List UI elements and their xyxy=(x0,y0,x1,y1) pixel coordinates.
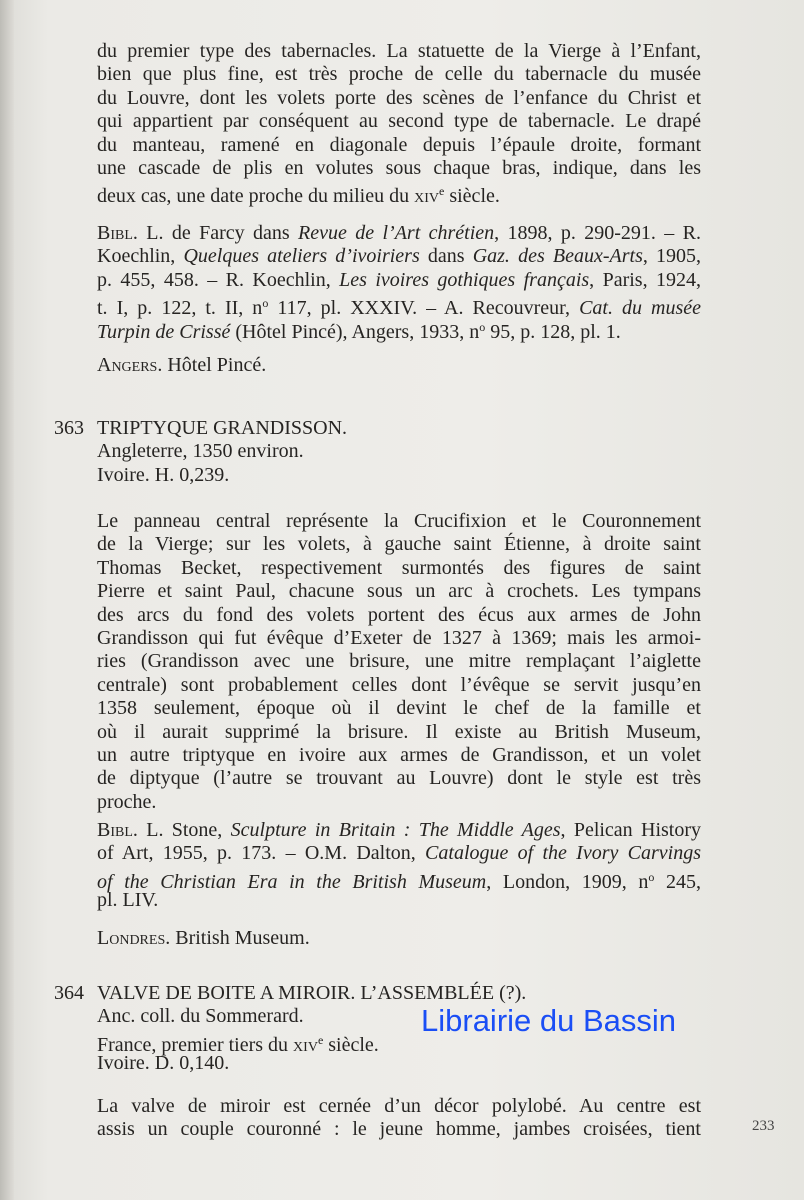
text-line xyxy=(97,721,701,744)
paragraph-364 xyxy=(97,1095,701,1142)
text-segment: centrale) sont probablement celles dont l’évêque se servit jusqu’en xyxy=(97,673,701,696)
text-line xyxy=(97,819,701,842)
text-segment: t. I, p. 122, t. II, n xyxy=(97,297,263,320)
text-segment: du premier type des tabernacles. La statuette de la Vierge à l’Enfant, xyxy=(97,40,701,62)
location-362 xyxy=(97,354,701,377)
text-line xyxy=(97,440,701,463)
text-line xyxy=(97,354,701,377)
page-number: 233 xyxy=(752,1118,775,1134)
text-segment: Ivoire. D. 0,140. xyxy=(97,1052,230,1075)
text-segment: 117, pl. XXXIV. – A. Recouvreur, xyxy=(268,297,580,320)
text-line xyxy=(97,744,701,767)
text-segment: 1358 seulement, époque où il devint le chef de la famille et xyxy=(97,697,701,720)
location-363 xyxy=(97,927,701,950)
text-segment: dans xyxy=(419,245,473,268)
text-segment: Thomas Becket, respectivement surmontés des figures de saint xyxy=(97,556,701,579)
text-segment: siècle. xyxy=(444,185,500,208)
text-segment: L. Stone, xyxy=(137,819,231,841)
text-segment: Turpin de Crissé xyxy=(97,320,231,343)
text-segment: Angers. xyxy=(97,354,163,376)
text-segment: o xyxy=(262,296,269,311)
text-line xyxy=(97,627,701,650)
text-segment: Sculpture in Britain : The Middle Ages xyxy=(230,819,561,841)
text-segment: Ivoire. H. 0,239. xyxy=(97,463,230,486)
text-line xyxy=(97,510,701,533)
text-segment: deux cas, une date proche du milieu du xyxy=(97,185,415,208)
text-segment: de la Vierge; sur les volets, à gauche saint Étienne, à droite saint xyxy=(97,533,701,556)
text-segment: du manteau, ramené en diagonale depuis l’épaule droite, formant xyxy=(97,133,701,156)
text-segment: of Art, 1955, p. 173. – O.M. Dalton, xyxy=(97,842,426,865)
text-segment: Grandisson qui fut évêque d’Exeter de 1327 à 1369; mais les armoi- xyxy=(97,626,701,649)
text-line xyxy=(97,1052,701,1075)
text-line xyxy=(97,580,701,603)
text-line xyxy=(97,269,701,292)
text-line xyxy=(97,417,701,440)
text-line xyxy=(97,110,701,133)
paragraph-363 xyxy=(97,510,701,814)
text-line xyxy=(97,63,701,86)
text-segment: British Museum. xyxy=(170,927,310,949)
text-segment: Anc. coll. du Sommerard. xyxy=(97,1005,304,1028)
text-line xyxy=(97,134,701,157)
text-segment: TRIPTYQUE GRANDISSON. xyxy=(97,417,348,439)
text-line xyxy=(97,650,701,673)
text-segment: où il aurait supprimé la brisure. Il existe au British Museum, xyxy=(97,720,701,743)
book-gutter-edge xyxy=(0,0,14,1200)
text-line xyxy=(97,157,701,180)
text-segment: Gaz. des Beaux-Arts xyxy=(472,245,643,268)
text-segment: Hôtel Pincé. xyxy=(162,354,267,376)
text-segment: e xyxy=(439,184,445,199)
text-line xyxy=(97,982,701,1005)
text-segment: o xyxy=(648,869,655,884)
text-segment: Cat. du musée xyxy=(579,297,702,320)
text-segment: o xyxy=(479,319,486,334)
text-segment: (Hôtel Pincé), Angers, 1933, n xyxy=(230,320,480,343)
text-line xyxy=(97,791,701,814)
text-segment: du Louvre, dont les volets porte des scènes de l’enfance du Christ et xyxy=(97,86,701,109)
text-segment: de diptyque (l’autre se trouvant au Louvre) dont le style est très xyxy=(97,767,701,790)
bibliography-363 xyxy=(97,819,701,913)
text-segment: proche. xyxy=(97,790,157,813)
text-segment: VALVE DE BOITE A MIROIR. L’ASSEMBLÉE (?). xyxy=(97,982,527,1004)
text-segment: France, premier tiers du xyxy=(97,1033,294,1056)
text-segment: p. 455, 458. – R. Koechlin, xyxy=(97,268,340,291)
text-line xyxy=(97,842,701,865)
text-segment: Koechlin, xyxy=(97,245,184,268)
text-line xyxy=(97,697,701,720)
text-segment: Bibl. xyxy=(97,222,138,244)
text-line xyxy=(97,1095,701,1118)
text-line xyxy=(97,1118,701,1141)
text-segment: xiv xyxy=(293,1033,318,1056)
text-segment: qui appartient par conséquent au second type de tabernacle. Le drapé xyxy=(97,110,701,133)
text-segment: assis un couple couronné : le jeune homme, jambes croisées, tient xyxy=(97,1118,701,1141)
text-segment: , Paris, 1924, xyxy=(589,268,701,291)
text-line xyxy=(97,316,701,343)
text-segment: des arcs du fond des volets portent des écus aux armes de John xyxy=(97,603,701,626)
text-line xyxy=(97,767,701,790)
text-segment: e xyxy=(317,1032,324,1047)
text-line xyxy=(97,245,701,268)
text-segment: Pierre et saint Paul, chacune sous un arc à crochets. Les tympans xyxy=(97,580,701,603)
text-segment: , 1905, xyxy=(642,245,702,268)
text-line xyxy=(97,292,702,320)
text-segment: siècle. xyxy=(323,1033,379,1056)
entry-363-header xyxy=(97,417,701,487)
text-segment: La valve de miroir est cernée d’un décor polylobé. Au centre est xyxy=(97,1095,701,1117)
text-segment: Catalogue of the Ivory Carvings xyxy=(425,842,701,865)
text-segment: Bibl. xyxy=(97,819,138,841)
text-line xyxy=(97,222,701,245)
text-segment: Angleterre, 1350 environ. xyxy=(97,440,304,463)
text-segment: une cascade de plis en volutes sous chaque bras, indique, dans les xyxy=(97,156,701,179)
catalogue-entry-number: 364 xyxy=(54,982,84,1004)
text-segment: un autre triptyque en ivoire aux armes de Grandisson, et un volet xyxy=(97,743,701,766)
text-line xyxy=(97,604,701,627)
text-segment: pl. LIV. xyxy=(97,889,159,912)
text-line xyxy=(97,180,701,208)
watermark-librairie-du-bassin: Librairie du Bassin xyxy=(421,1003,677,1038)
text-segment: ries (Grandisson avec une brisure, une mitre remplaçant l’aiglette xyxy=(97,650,701,673)
paragraph-tabernacle xyxy=(97,40,701,208)
text-line xyxy=(97,674,701,697)
bibliography-362 xyxy=(97,222,702,343)
text-segment: 245, xyxy=(654,870,702,893)
text-segment: , 1898, p. 290-291. – R. xyxy=(494,222,702,244)
text-segment: xiv xyxy=(414,185,440,208)
text-segment: , Pelican History xyxy=(560,819,701,841)
text-segment: bien que plus fine, est très proche de celle du tabernacle du musée xyxy=(97,63,701,86)
text-line xyxy=(97,87,701,110)
text-segment: Londres. xyxy=(97,927,171,949)
text-line xyxy=(97,927,701,950)
text-segment: L. de Farcy dans xyxy=(137,222,299,244)
text-line xyxy=(97,533,701,556)
text-line xyxy=(97,557,701,580)
text-segment: Le panneau central représente la Crucifixion et le Couronnement xyxy=(97,510,701,532)
text-line xyxy=(97,40,701,63)
text-segment: Quelques ateliers d’ivoiriers xyxy=(183,245,420,268)
text-segment: Les ivoires gothiques français xyxy=(339,268,590,291)
text-line xyxy=(97,866,702,893)
text-segment: , London, 1909, n xyxy=(486,870,649,893)
catalogue-entry-number: 363 xyxy=(54,417,84,439)
text-segment: of the Christian Era in the British Museum xyxy=(97,870,487,893)
text-line xyxy=(97,464,701,487)
text-segment: Revue de l’Art chrétien xyxy=(298,222,495,244)
text-segment: 95, p. 128, pl. 1. xyxy=(485,320,621,343)
